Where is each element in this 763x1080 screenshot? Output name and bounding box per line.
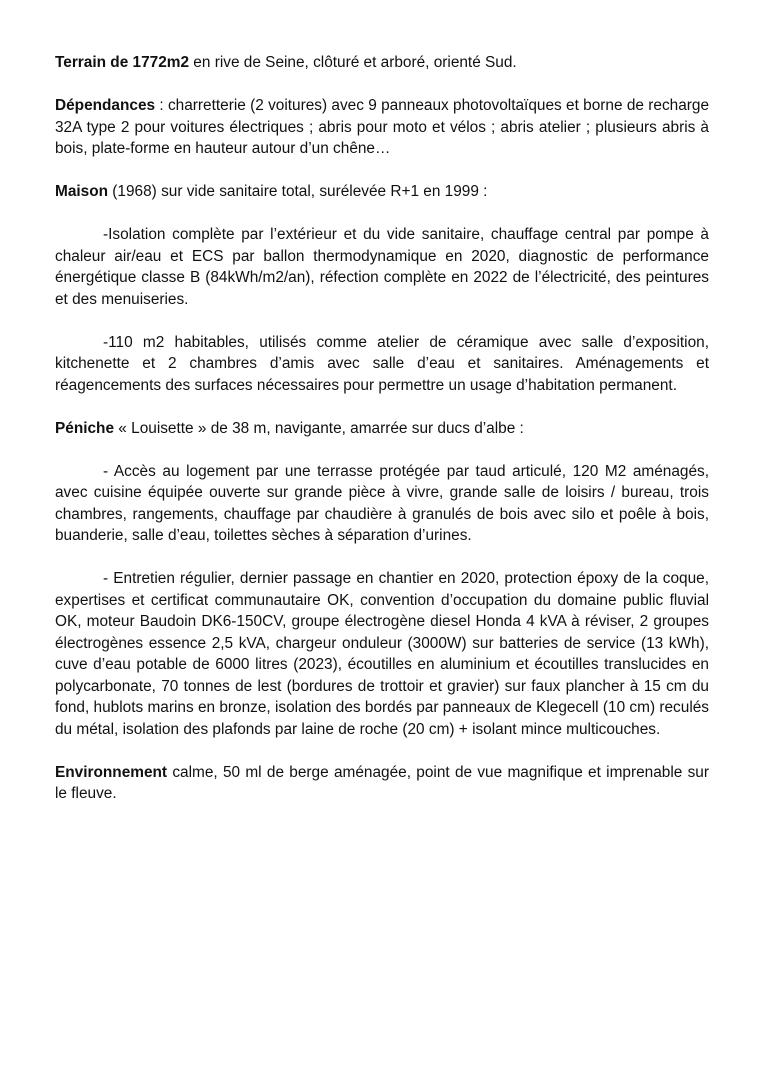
environnement-paragraph: [55, 762, 709, 805]
dependances-text: : charretterie (2 voitures) avec 9 panneaux photovoltaïques et borne de recharge 32A type 2 pour voitures électriques ; abris pour moto et vélos ; abris atelier ; plusieurs abris à bois, plate-forme en hauteur autour d’un chêne…: [55, 97, 709, 157]
peniche-paragraph: [55, 418, 709, 440]
environnement-heading: Environnement: [55, 763, 168, 781]
maison-heading: Maison: [55, 183, 109, 200]
maison-item-isolation: -Isolation complète par l’extérieur et du vide sanitaire, chauffage central par pompe à chaleur air/eau et ECS par ballon thermodynamique en 2020, diagnostic de performance énergétique classe B (84kWh/m2/an), réfection complète en 2022 de l’électricité, des peintures et des menuiseries.: [55, 226, 709, 308]
terrain-heading: Terrain de 1772m2: [55, 54, 190, 71]
peniche-heading: Péniche: [55, 419, 115, 437]
environnement-text: calme, 50 ml de berge aménagée, point de vue magnifique et imprenable sur le fleuve.: [55, 763, 709, 802]
dependances-paragraph: [55, 95, 709, 160]
peniche-item-acces: - Accès au logement par une terrasse protégée par taud articulé, 120 M2 aménagés, avec cuisine équipée ouverte sur grande pièce à vivre, grande salle de loisirs / bureau, trois chambres, rangements, chauffage par chaudière à granulés de bois avec silo et poêle à bois, buanderie, salle d’eau, toilettes sèches à séparation d’urines.: [55, 462, 709, 544]
dependances-heading: Dépendances: [55, 97, 156, 114]
peniche-text: « Louisette » de 38 m, navigante, amarrée sur ducs d’albe :: [114, 419, 524, 437]
terrain-paragraph: [55, 52, 709, 74]
peniche-item-entretien: - Entretien régulier, dernier passage en chantier en 2020, protection époxy de la coque, expertises et certificat communautaire OK, convention d’occupation du domaine public fluvial OK, moteur Baudoin DK6-150CV, groupe électrogène diesel Honda 4 kVA à réviser, 2 groupes électrogènes essence 2,5 kVA, chargeur onduleur (3000W) sur batteries de service (13 kWh), cuve d’eau potable de 6000 litres (2023), écoutilles en aluminium et écoutilles translucides en polycarbonate, 70 tonnes de lest (bordures de trottoir et gravier) sur faux plancher à 15 cm du fond, hublots marins en bronze, isolation des bordés par panneaux de Klegecell (10 cm) reculés du métal, isolation des plafonds par laine de roche (20 cm) + isolant mince multicouches.: [55, 570, 709, 738]
maison-item-surface: -110 m2 habitables, utilisés comme atelier de céramique avec salle d’exposition, kitchenette et 2 chambres d’amis avec salle d’eau et sanitaires. Aménagements et réagencements des surfaces nécessaires pour permettre un usage d’habitation permanent.: [55, 333, 709, 394]
terrain-text: en rive de Seine, clôturé et arboré, orienté Sud.: [189, 54, 517, 71]
maison-paragraph: [55, 181, 709, 203]
maison-text: (1968) sur vide sanitaire total, surélevée R+1 en 1999 :: [108, 183, 488, 200]
